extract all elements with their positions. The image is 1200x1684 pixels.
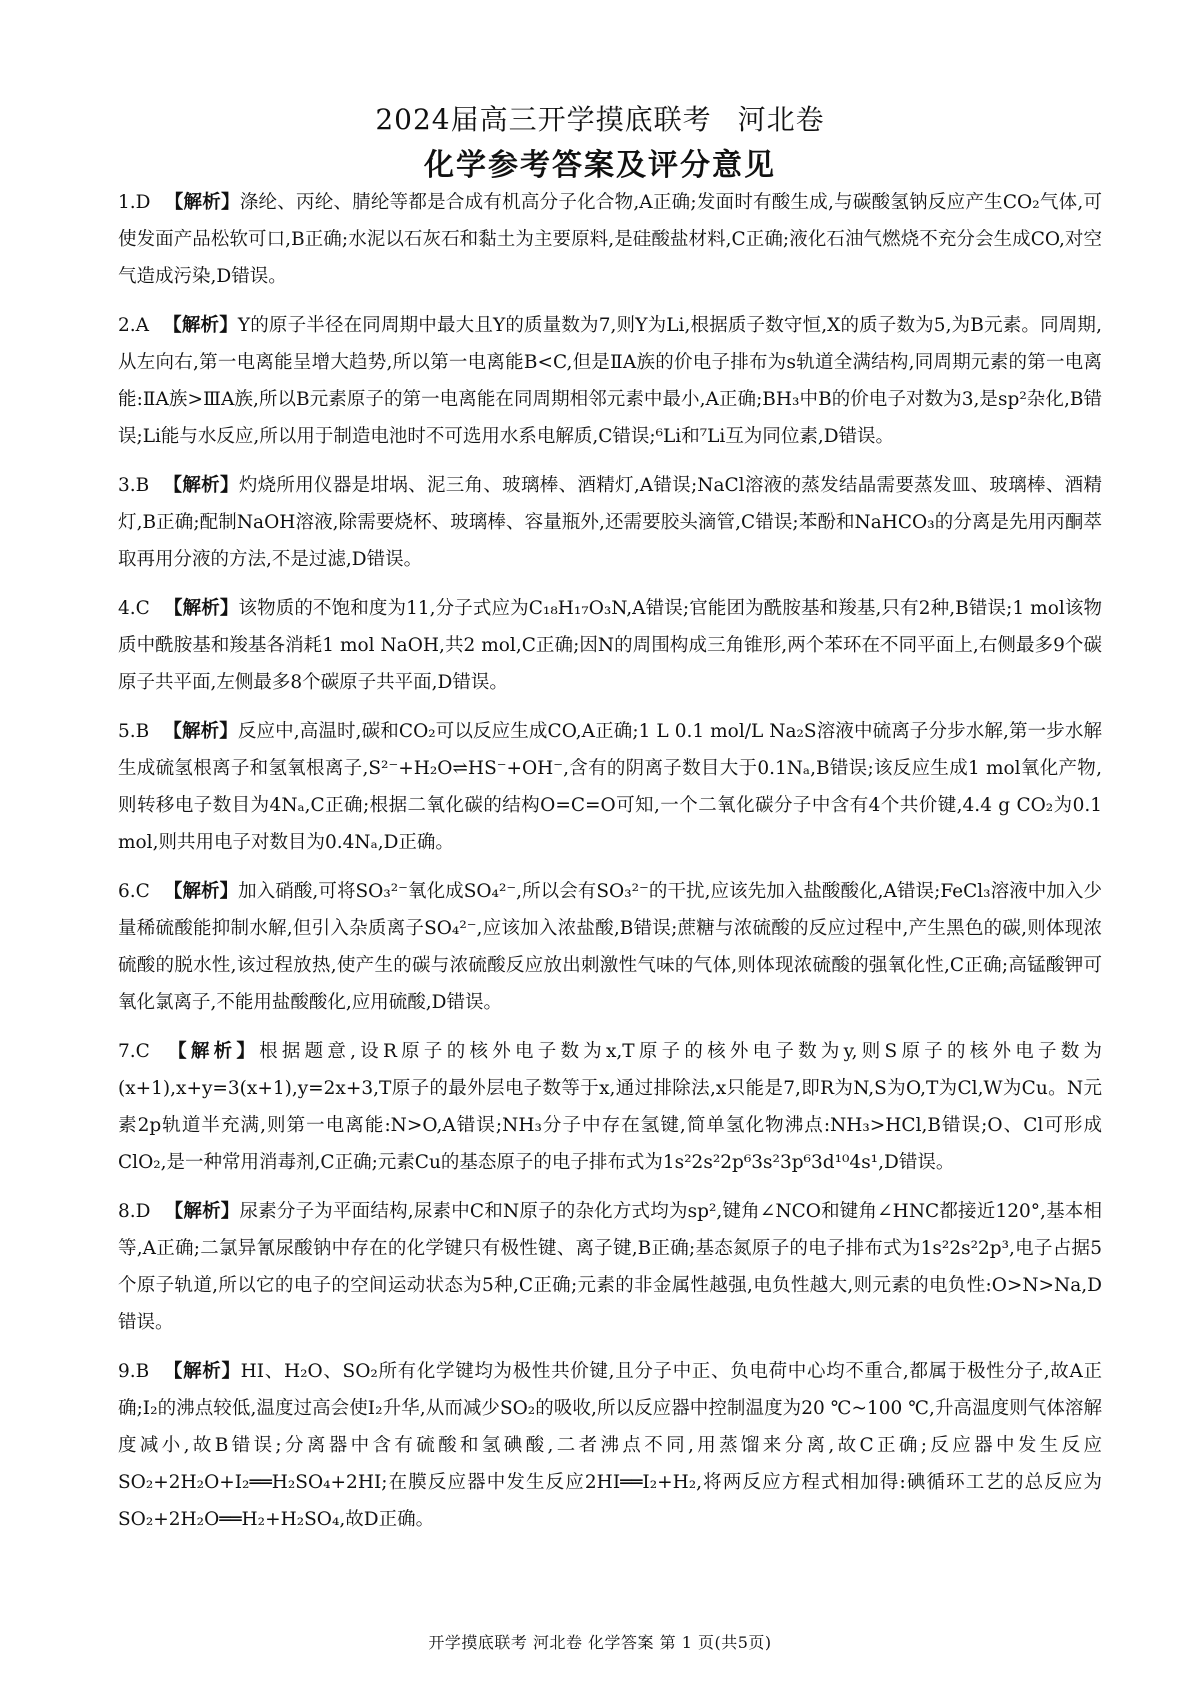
analysis-tag: 【解析】: [163, 881, 239, 902]
analysis-tag: 【解析】: [163, 1041, 260, 1062]
answer-item-6: [118, 873, 1102, 1021]
analysis-text: 灼烧所用仪器是坩埚、泥三角、玻璃棒、酒精灯,A错误;NaCl溶液的蒸发结晶需要蒸发皿、玻璃棒、酒精灯,B正确;配制NaOH溶液,除需要烧杯、玻璃棒、容量瓶外,还需要胶头滴管,C错误;苯酚和NaHCO₃的分离是先用丙酮萃取再用分液的方法,不是过滤,D错误。: [118, 475, 1102, 570]
analysis-text: 加入硝酸,可将SO₃²⁻氧化成SO₄²⁻,所以会有SO₃²⁻的干扰,应该先加入盐酸酸化,A错误;FeCl₃溶液中加入少量稀硫酸能抑制水解,但引入杂质离子SO₄²⁻,应该加入浓盐酸,B错误;蔗糖与浓硫酸的反应过程中,产生黑色的碳,则体现浓硫酸的脱水性,该过程放热,使产生的碳与浓硫酸反应放出刺激性气味的气体,则体现浓硫酸的强氧化性,C正确;高锰酸钾可氧化氯离子,不能用盐酸酸化,应用硫酸,D错误。: [118, 881, 1102, 1013]
answer-item-1: [118, 184, 1102, 295]
answer-item-2: [118, 307, 1102, 455]
analysis-tag: 【解析】: [163, 598, 239, 619]
analysis-text: 涤纶、丙纶、腈纶等都是合成有机高分子化合物,A正确;发面时有酸生成,与碳酸氢钠反应产生CO₂气体,可使发面产品松软可口,B正确;水泥以石灰石和黏土为主要原料,是硅酸盐材料,C正确;液化石油气燃烧不充分会生成CO,对空气造成污染,D错误。: [118, 192, 1102, 287]
analysis-text: 反应中,高温时,碳和CO₂可以反应生成CO,A正确;1 L 0.1 mol/L Na₂S溶液中硫离子分步水解,第一步水解生成硫氢根离子和氢氧根离子,S²⁻+H₂O⇌HS⁻+OH⁻,含有的阴离子数目大于0.1Nₐ,B错误;该反应生成1 mol氧化产物,则转移电子数目为4Nₐ,C正确;根据二氧化碳的结构O=C=O可知,一个二氧化碳分子中含有4个共价键,4.4 g CO₂为0.1 mol,则共用电子对数目为0.4Nₐ,D正确。: [118, 721, 1102, 853]
answer-item-5: [118, 713, 1102, 861]
analysis-text: 根据题意,设R原子的核外电子数为x,T原子的核外电子数为y,则S原子的核外电子数为(x+1),x+y=3(x+1),y=2x+3,T原子的最外层电子数等于x,通过排除法,x只能是7,即R为N,S为O,T为Cl,W为Cu。N元素2p轨道半充满,则第一电离能:N>O,A错误;NH₃分子中存在氢键,简单氢化物沸点:NH₃>HCl,B错误;O、Cl可形成ClO₂,是一种常用消毒剂,C正确;元素Cu的基态原子的电子排布式为1s²2s²2p⁶3s²3p⁶3d¹⁰4s¹,D错误。: [118, 1041, 1102, 1173]
analysis-tag: 【解析】: [163, 721, 238, 742]
analysis-text: Y的原子半径在同周期中最大且Y的质量数为7,则Y为Li,根据质子数守恒,X的质子数为5,为B元素。同周期,从左向右,第一电离能呈增大趋势,所以第一电离能B<C,但是ⅡA族的价电子排布为s轨道全满结构,同周期元素的第一电离能:ⅡA族>ⅢA族,所以B元素原子的第一电离能在同周期相邻元素中最小,A正确;BH₃中B的价电子对数为3,是sp²杂化,B错误;Li能与水反应,所以用于制造电池时不可选用水系电解质,C错误;⁶Li和⁷Li互为同位素,D错误。: [118, 315, 1102, 447]
answer-number: 4.C: [118, 598, 150, 619]
answer-number: 9.B: [118, 1361, 150, 1382]
answer-number: 8.D: [118, 1201, 151, 1222]
answer-number: 5.B: [118, 721, 150, 742]
answer-number: 1.D: [118, 192, 151, 213]
answer-item-4: [118, 590, 1102, 701]
answer-item-8: [118, 1193, 1102, 1341]
answer-list: [118, 184, 1102, 1550]
analysis-text: HI、H₂O、SO₂所有化学键均为极性共价键,且分子中正、负电荷中心均不重合,都属于极性分子,故A正确;I₂的沸点较低,温度过高会使I₂升华,从而减少SO₂的吸收,所以反应器中控制温度为20 ℃~100 ℃,升高温度则气体溶解度减小,故B错误;分离器中含有硫酸和氢碘酸,二者沸点不同,用蒸馏来分离,故C正确;反应器中发生反应SO₂+2H₂O+I₂══H₂SO₄+2HI;在膜反应器中发生反应2HI══I₂+H₂,将两反应方程式相加得:碘循环工艺的总反应为SO₂+2H₂O══H₂+H₂SO₄,故D正确。: [118, 1361, 1102, 1530]
answer-number: 2.A: [118, 315, 150, 336]
answer-item-9: [118, 1353, 1102, 1538]
analysis-tag: 【解析】: [164, 1201, 240, 1222]
answer-item-3: [118, 467, 1102, 578]
exam-title-main: 2024届高三开学摸底联考: [375, 103, 712, 136]
exam-title: [0, 98, 1200, 138]
page-footer: 开学摸底联考 河北卷 化学答案 第 1 页(共5页): [428, 1633, 772, 1652]
answer-number: 7.C: [118, 1041, 150, 1062]
analysis-tag: 【解析】: [164, 192, 240, 213]
answer-number: 3.B: [118, 475, 150, 496]
analysis-tag: 【解析】: [163, 315, 238, 336]
exam-title-region: 河北卷: [737, 103, 825, 136]
analysis-tag: 【解析】: [163, 475, 239, 496]
answer-subtitle: 化学参考答案及评分意见: [424, 148, 776, 183]
answer-item-7: [118, 1033, 1102, 1181]
analysis-text: 尿素分子为平面结构,尿素中C和N原子的杂化方式均为sp²,键角∠NCO和键角∠HNC都接近120°,基本相等,A正确;二氯异氰尿酸钠中存在的化学键只有极性键、离子键,B正确;基态氮原子的电子排布式为1s²2s²2p³,电子占据5个原子轨道,所以它的电子的空间运动状态为5种,C正确;元素的非金属性越强,电负性越大,则元素的电负性:O>N>Na,D错误。: [118, 1201, 1102, 1333]
answer-number: 6.C: [118, 881, 150, 902]
analysis-tag: 【解析】: [163, 1361, 241, 1382]
analysis-text: 该物质的不饱和度为11,分子式应为C₁₈H₁₇O₃N,A错误;官能团为酰胺基和羧基,只有2种,B错误;1 mol该物质中酰胺基和羧基各消耗1 mol NaOH,共2 mol,C正确;因N的周围构成三角锥形,两个苯环在不同平面上,右侧最多9个碳原子共平面,左侧最多8个碳原子共平面,D错误。: [118, 598, 1102, 693]
